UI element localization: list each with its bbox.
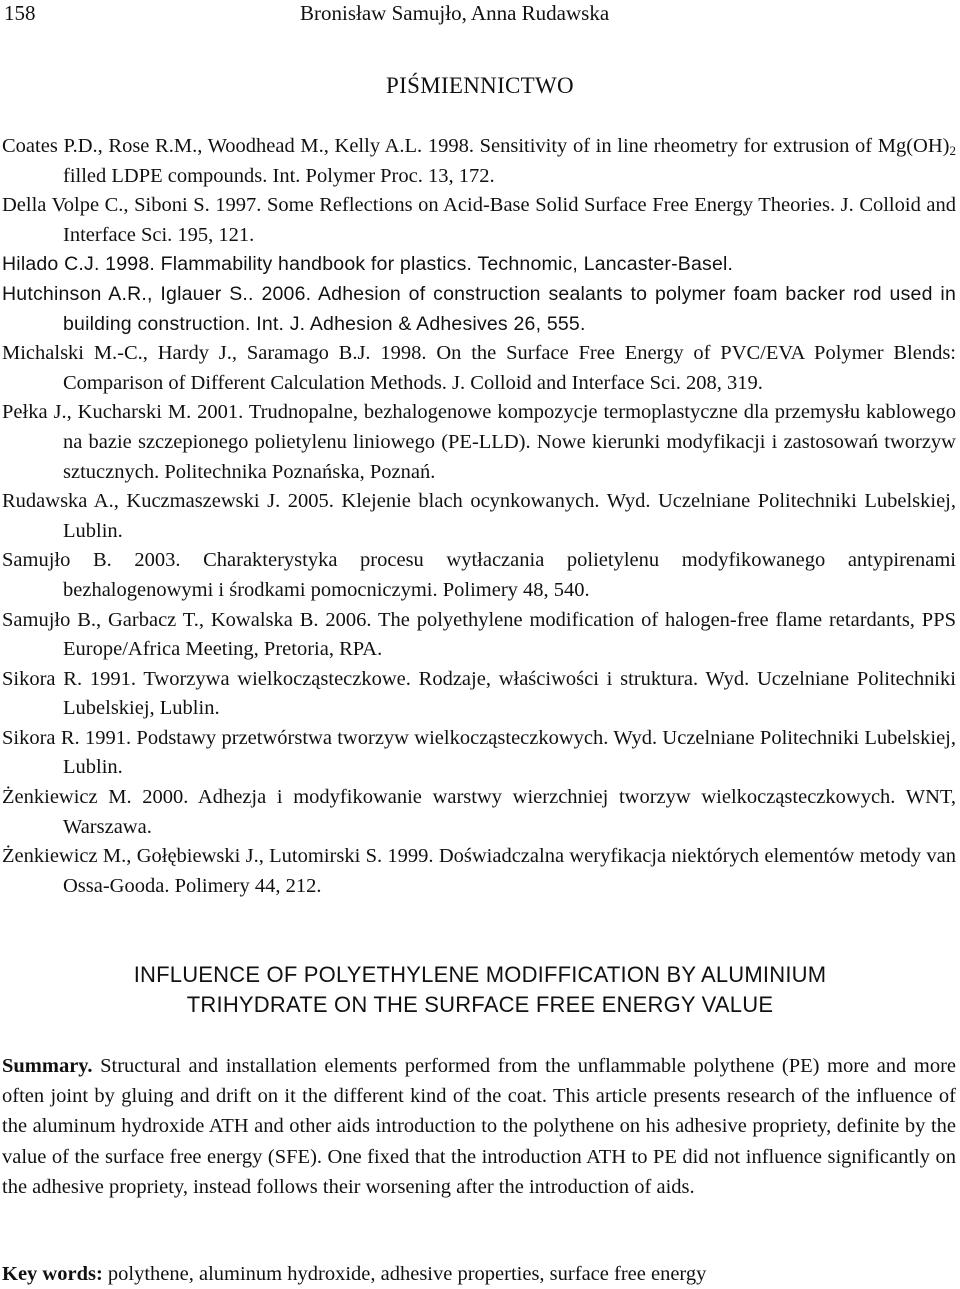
reference-list xyxy=(2,132,956,901)
keywords-text: polythene, aluminum hydroxide, adhesive properties, surface free energy xyxy=(102,1263,707,1285)
english-title xyxy=(0,960,960,1020)
reference-item xyxy=(2,132,956,191)
page-header xyxy=(0,0,960,28)
reference-item: Rudawska A., Kuczmaszewski J. 2005. Klejenie blach ocynkowanych. Wyd. Uczelniane Politechniki Lubelskiej, Lublin. xyxy=(2,490,956,542)
reference-item: Sikora R. 1991. Tworzywa wielkocząsteczkowe. Rodzaje, właściwości i struktura. Wyd. Uczelniane Politechniki Lubelskiej, Lublin. xyxy=(2,667,956,720)
english-title-line: INFLUENCE OF POLYETHYLENE MODIFFICATION BY ALUMINIUM xyxy=(133,962,827,987)
reference-item: Della Volpe C., Siboni S. 1997. Some Reflections on Acid-Base Solid Surface Free Energy Theories. J. Colloid and Interface Sci. 195, 121. xyxy=(2,194,956,246)
reference-item: Michalski M.-C., Hardy J., Saramago B.J. 1998. On the Surface Free Energy of PVC/EVA Polymer Blends: Comparison of Different Calculation Methods. J. Colloid and Interface Sci. 208, 319. xyxy=(2,342,956,394)
keywords-label: Key words: xyxy=(2,1263,103,1285)
reference-text: filled LDPE compounds. Int. Polymer Proc. 13, 172. xyxy=(63,164,495,187)
summary-text: Structural and installation elements performed from the unflammable polythene (PE) more and more often joint by gluing and drift on it the different kind of the coat. This article presents research of the influence of the aluminum hydroxide ATH and other aids introduction to the polythene on his adhesive propriety, definite by the value of the surface free energy (SFE). One fixed that the introduction ATH to PE did not influence significantly on the adhesive propriety, instead follows their worsening after the introduction of aids. xyxy=(2,1055,956,1198)
reference-item: Samujło B., Garbacz T., Kowalska B. 2006. The polyethylene modification of halogen-free flame retardants, PPS Europe/Africa Meeting, Pretoria, RPA. xyxy=(2,608,956,661)
english-title-line: TRIHYDRATE ON THE SURFACE FREE ENERGY VALUE xyxy=(186,992,774,1017)
running-head-authors: Bronisław Samujło, Anna Rudawska xyxy=(300,1,610,25)
bibliography-heading: PIŚMIENNICTWO xyxy=(386,73,574,98)
reference-item: Sikora R. 1991. Podstawy przetwórstwa tworzyw wielkocząsteczkowych. Wyd. Uczelniane Politechniki Lubelskiej, Lublin. xyxy=(2,726,956,779)
reference-item: Samujło B. 2003. Charakterystyka procesu wytłaczania polietylenu modyfikowanego antypirenami bezhalogenowymi i środkami pomocniczymi. Polimery 48, 540. xyxy=(2,549,956,601)
reference-item: Pełka J., Kucharski M. 2001. Trudnopalne, bezhalogenowe kompozycje termoplastyczne dla przemysłu kablowego na bazie szczepionego polietylenu liniowego (PE-LLD). Nowe kierunki modyfikacji i zastosowań tworzyw sztucznych. Politechnika Poznańska, Poznań. xyxy=(2,401,956,483)
reference-text: Coates P.D., Rose R.M., Woodhead M., Kelly A.L. 1998. Sensitivity of in line rheometry for extrusion of Mg(OH) xyxy=(2,135,950,157)
reference-item: Hilado C.J. 1998. Flammability handbook for plastics. Technomic, Lancaster-Basel. xyxy=(2,253,734,276)
reference-item: Żenkiewicz M., Gołębiewski J., Lutomirski S. 1999. Doświadczalna weryfikacja niektórych elementów metody van Ossa-Gooda. Polimery 44, 212. xyxy=(2,845,956,897)
reference-item: Hutchinson A.R., Iglauer S.. 2006. Adhesion of construction sealants to polymer foam backer rod used in building construction. Int. J. Adhesion & Adhesives 26, 555. xyxy=(2,282,956,335)
reference-subscript: 2 xyxy=(949,143,956,158)
reference-item: Żenkiewicz M. 2000. Adhezja i modyfikowanie warstwy wierzchniej tworzyw wielkocząsteczkowych. WNT, Warszawa. xyxy=(2,786,956,838)
summary-paragraph xyxy=(2,1051,956,1202)
keywords-line xyxy=(2,1260,956,1289)
summary-label: Summary. xyxy=(2,1055,93,1077)
page-number: 158 xyxy=(4,1,36,25)
